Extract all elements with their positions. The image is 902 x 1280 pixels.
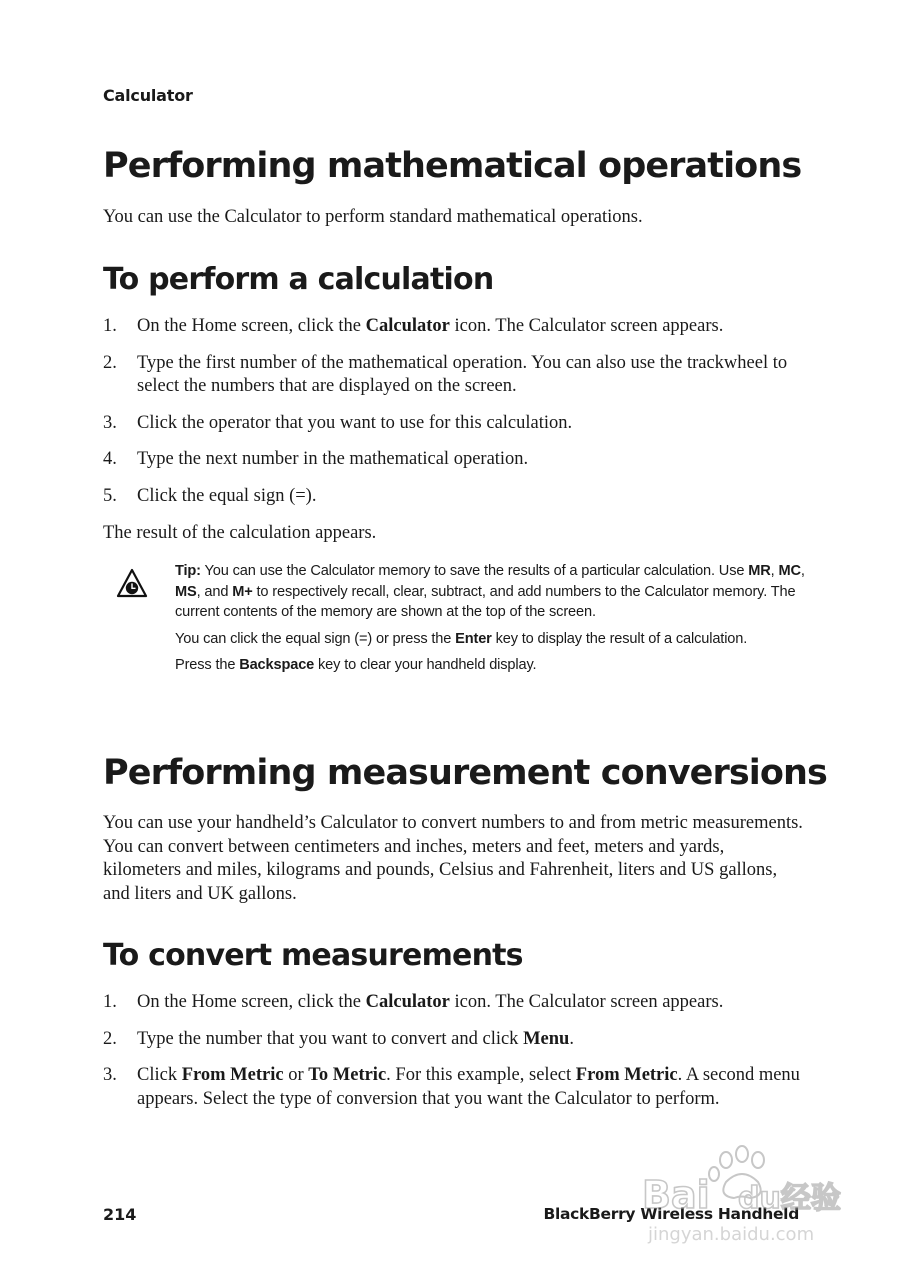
conversion-step-3: 3. Click From Metric or To Metric. For this example, select From Metric. A second menu appears. Select the type of conversion that you want the Calculator to perform.: [103, 1065, 800, 1109]
calculation-step-1: 1. On the Home screen, click the Calculator icon. The Calculator screen appears.: [103, 315, 803, 339]
conversion-bold-term: To Metric: [308, 1065, 387, 1085]
footer-title: BlackBerry Wireless Handheld: [543, 1205, 799, 1223]
section-intro-conversions: You can use your handheld’s Calculator to convert numbers to and from metric measurements. You can convert between centimeters and inches, meters and feet, meters and yards, kilometers and miles, kilograms and pounds, Celsius and Fahrenheit, liters and US gallons, and liters and UK gallons.: [103, 813, 803, 904]
tip-bold-term: Enter: [455, 630, 492, 647]
calculation-step-2: 2. Type the first number of the mathematical operation. You can also use the trackwheel to select the numbers that are displayed on the screen.: [103, 352, 788, 396]
section-intro-math: You can use the Calculator to perform standard mathematical operations.: [103, 207, 643, 227]
step-number: 1.: [103, 316, 117, 336]
svg-text:jingyan.baidu.com: jingyan.baidu.com: [648, 1224, 815, 1245]
conversion-bold-term: Calculator: [365, 992, 450, 1012]
tip-clock-icon: [116, 568, 148, 600]
calculation-step-4: 4. Type the next number in the mathematical operation.: [103, 448, 803, 472]
tip-bold-term: MC: [778, 563, 801, 579]
step-number: 3.: [103, 1065, 117, 1085]
conversion-steps-list: [103, 991, 803, 1124]
svg-text:du经验: du经验: [738, 1181, 841, 1216]
conversion-bold-term: From Metric: [181, 1065, 284, 1085]
tip-paragraph-2: You can click the equal sign (=) or press the Enter key to display the result of a calculation.: [175, 630, 748, 647]
running-head: Calculator: [103, 86, 193, 105]
calculation-step-5: 5. Click the equal sign (=).: [103, 485, 803, 509]
subhead-convert-measurements: To convert measurements: [103, 938, 523, 973]
step-number: 5.: [103, 485, 117, 506]
step-number: 1.: [103, 992, 117, 1012]
calculation-result-text: The result of the calculation appears.: [103, 523, 377, 543]
conversion-bold-term: Menu: [523, 1028, 570, 1049]
step-number: 3.: [103, 412, 117, 433]
subhead-perform-calculation: To perform a calculation: [103, 262, 494, 297]
tip-paragraph-3: Press the Backspace key to clear your handheld display.: [175, 657, 537, 673]
tip-paragraph-1: Tip: You can use the Calculator memory to save the results of a particular calculation. Use MR, MC, MS, and M+ to respectively recall, clear, subtract, and add numbers to the Calculator memory. The current contents of the memory are shown at the top of the screen.: [175, 563, 805, 620]
conversion-step-2: 2. Type the number that you want to convert and click Menu.: [103, 1028, 803, 1052]
tip-bold-term: Tip:: [175, 563, 201, 579]
tip-bold-term: MS: [175, 583, 197, 600]
section-title-math-operations: Performing mathematical operations: [103, 146, 802, 186]
calculation-bold-term: Calculator: [365, 316, 450, 336]
conversion-bold-term: From Metric: [575, 1065, 678, 1085]
section-title-measurement-conversions: Performing measurement conversions: [103, 753, 827, 793]
baidu-watermark-logo: [640, 1140, 855, 1260]
step-number: 4.: [103, 449, 117, 469]
tip-bold-term: Backspace: [239, 657, 315, 673]
step-number: 2.: [103, 352, 117, 373]
tip-box: [175, 561, 805, 682]
step-number: 2.: [103, 1028, 117, 1049]
tip-bold-term: M+: [232, 583, 253, 600]
svg-text:Bai: Bai: [642, 1173, 710, 1217]
page-number: 214: [103, 1205, 137, 1224]
conversion-step-1: 1. On the Home screen, click the Calculator icon. The Calculator screen appears.: [103, 991, 803, 1015]
tip-bold-term: MR: [748, 563, 771, 579]
calculation-steps-list: [103, 315, 803, 521]
calculation-step-3: 3. Click the operator that you want to use for this calculation.: [103, 412, 803, 436]
